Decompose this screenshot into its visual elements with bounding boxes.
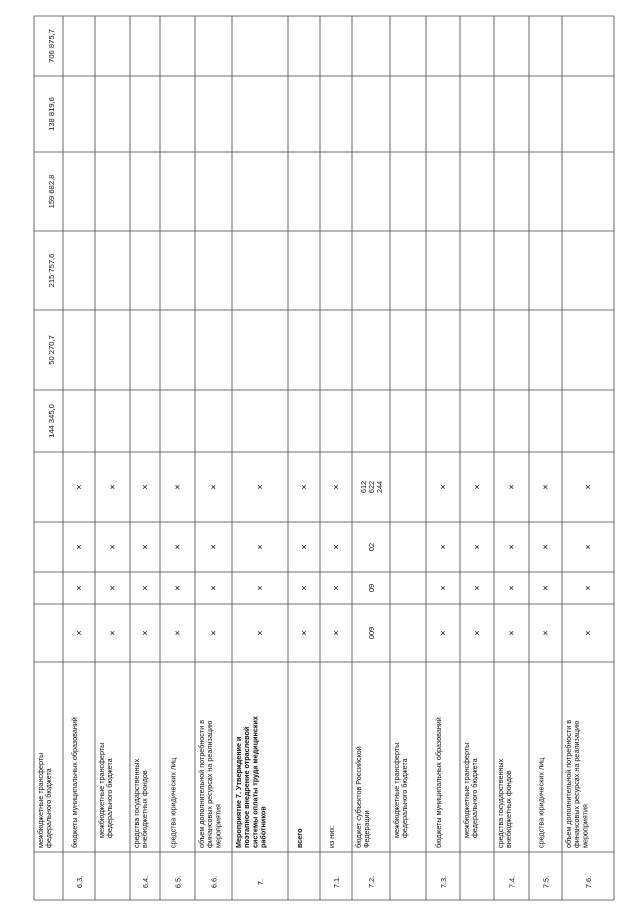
- code-col-3: ×: [172, 544, 183, 550]
- code-col-4: ×: [74, 484, 84, 490]
- code-col-2: ×: [540, 585, 551, 591]
- row-name: финансовых ресурсах на реализацию: [205, 720, 215, 848]
- row-number: 6.5.: [173, 875, 183, 889]
- code-col-1: ×: [506, 630, 517, 636]
- code-col-4: ×: [299, 484, 309, 490]
- code-col-1: ×: [472, 630, 482, 636]
- code-col-2: ×: [299, 585, 309, 591]
- row-number: 6.4.: [141, 875, 150, 889]
- year-value: 138 819,6: [47, 97, 56, 131]
- row-name: работников: [258, 806, 268, 848]
- code-col-4: ×: [107, 484, 118, 490]
- code-col-3: ×: [74, 544, 84, 550]
- row-name: средства государственных: [496, 758, 505, 848]
- code-col-4: ×: [331, 484, 341, 490]
- code-col-2: ×: [255, 585, 265, 591]
- row-name: бюджеты муниципальных образований: [70, 717, 79, 848]
- code-col-3: ×: [540, 544, 551, 550]
- row-name: межбюджетные трансферты: [36, 752, 45, 848]
- code-col-2: ×: [472, 585, 482, 591]
- code-col-4: ×: [438, 484, 448, 490]
- table-grid: [34, 16, 614, 900]
- row-name: из них:: [327, 825, 336, 848]
- code-col-3: 02: [367, 542, 376, 552]
- row-number: 6.6.: [209, 875, 219, 889]
- code-col-1: 009: [367, 626, 376, 640]
- code-col-3: ×: [331, 544, 341, 550]
- row-name: федерального бюджета: [400, 758, 410, 838]
- code-col-4: ×: [540, 484, 551, 490]
- row-number: 7.4.: [507, 875, 517, 889]
- row-number: 7.5.: [541, 875, 551, 889]
- code-col-2: ×: [506, 585, 517, 591]
- row-name: объем дополнительной потребности в: [197, 719, 206, 848]
- code-col-4: ×: [172, 484, 183, 490]
- code-col-1: ×: [140, 630, 150, 636]
- row-number: 6.3.: [75, 875, 84, 889]
- code-col-3: ×: [438, 544, 448, 550]
- code-col-4: ×: [140, 484, 150, 490]
- row-name: всего: [295, 828, 304, 848]
- row-name: межбюджетные трансферты: [97, 742, 106, 838]
- row-number: 7.2.: [367, 875, 376, 889]
- row-name: федерального бюджета: [470, 758, 480, 838]
- code-col-1: ×: [74, 630, 84, 636]
- code-col-3: ×: [140, 544, 150, 550]
- code-col-4: ×: [208, 484, 219, 490]
- code-col-3: ×: [506, 544, 517, 550]
- code-col-3: ×: [208, 544, 219, 550]
- row-number: 7.: [256, 878, 265, 886]
- code-col-4: ×: [583, 484, 593, 490]
- code-col-1: ×: [299, 630, 309, 636]
- code-col-4: ×: [506, 484, 517, 490]
- code-col-3: ×: [583, 544, 593, 550]
- row-name: Мероприятие 7. Утверждение и: [234, 736, 243, 848]
- row-name: системы оплаты труда медицинских: [250, 716, 260, 848]
- row-name: финансовых ресурсах на реализацию: [572, 720, 582, 848]
- row-number: 7.1.: [332, 875, 341, 889]
- year-value: 159 682,8: [47, 174, 56, 209]
- table-content: [36, 29, 593, 888]
- code-col-3: ×: [255, 544, 265, 550]
- row-name: федерального бюджета: [105, 758, 115, 838]
- row-name: бюджет субъектов Российской: [354, 746, 363, 848]
- code-col-1: ×: [583, 630, 593, 636]
- row-name: внебюджетных фондов: [140, 770, 150, 848]
- code-col-2: ×: [208, 585, 219, 591]
- code-col-2: ×: [74, 585, 84, 591]
- row-name: межбюджетные трансферты: [462, 742, 471, 838]
- code-col-2: 09: [367, 583, 376, 593]
- code-col-4: 244: [375, 480, 384, 494]
- row-name: федерального бюджета: [44, 768, 54, 848]
- code-col-3: ×: [472, 544, 482, 550]
- row-name: средства юридических лиц: [168, 757, 178, 848]
- year-value: 215 757,6: [47, 253, 56, 288]
- row-name: внебюджетных фондов: [504, 770, 514, 848]
- code-col-2: ×: [583, 585, 593, 591]
- code-col-1: ×: [255, 630, 265, 636]
- code-col-2: ×: [140, 585, 150, 591]
- row-name: объем дополнительной потребности в: [564, 719, 573, 848]
- code-col-2: ×: [438, 585, 448, 591]
- row-name: мероприятия: [213, 804, 223, 848]
- code-col-4: 622: [367, 480, 376, 494]
- code-col-1: ×: [438, 630, 448, 636]
- row-name: межбюджетные трансферты: [392, 742, 401, 838]
- row-name: средства государственных: [132, 758, 141, 848]
- code-col-1: ×: [107, 630, 118, 636]
- code-col-1: ×: [172, 630, 183, 636]
- row-number: 7.6.: [584, 875, 593, 889]
- code-col-2: ×: [172, 585, 183, 591]
- code-col-4: ×: [472, 484, 482, 490]
- code-col-4: ×: [255, 484, 265, 490]
- code-col-2: ×: [107, 585, 118, 591]
- year-value: 706 875,7: [47, 29, 56, 63]
- year-value: 50 270,7: [47, 335, 56, 365]
- code-col-1: ×: [208, 630, 219, 636]
- row-name: поэтапное внедрение отраслевой: [242, 726, 252, 848]
- row-name: средства юридических лиц: [536, 757, 546, 848]
- code-col-2: ×: [331, 585, 341, 591]
- code-col-3: ×: [107, 544, 118, 550]
- year-value: 144 345,0: [47, 404, 56, 438]
- row-name: Федерации: [362, 810, 372, 848]
- row-name: бюджеты муниципальных образований: [434, 717, 443, 848]
- code-col-4: 612: [359, 480, 368, 494]
- code-col-3: ×: [299, 544, 309, 550]
- code-col-1: ×: [540, 630, 551, 636]
- row-number: 7.3.: [439, 875, 448, 889]
- code-col-1: ×: [331, 630, 341, 636]
- row-name: мероприятия: [580, 804, 590, 848]
